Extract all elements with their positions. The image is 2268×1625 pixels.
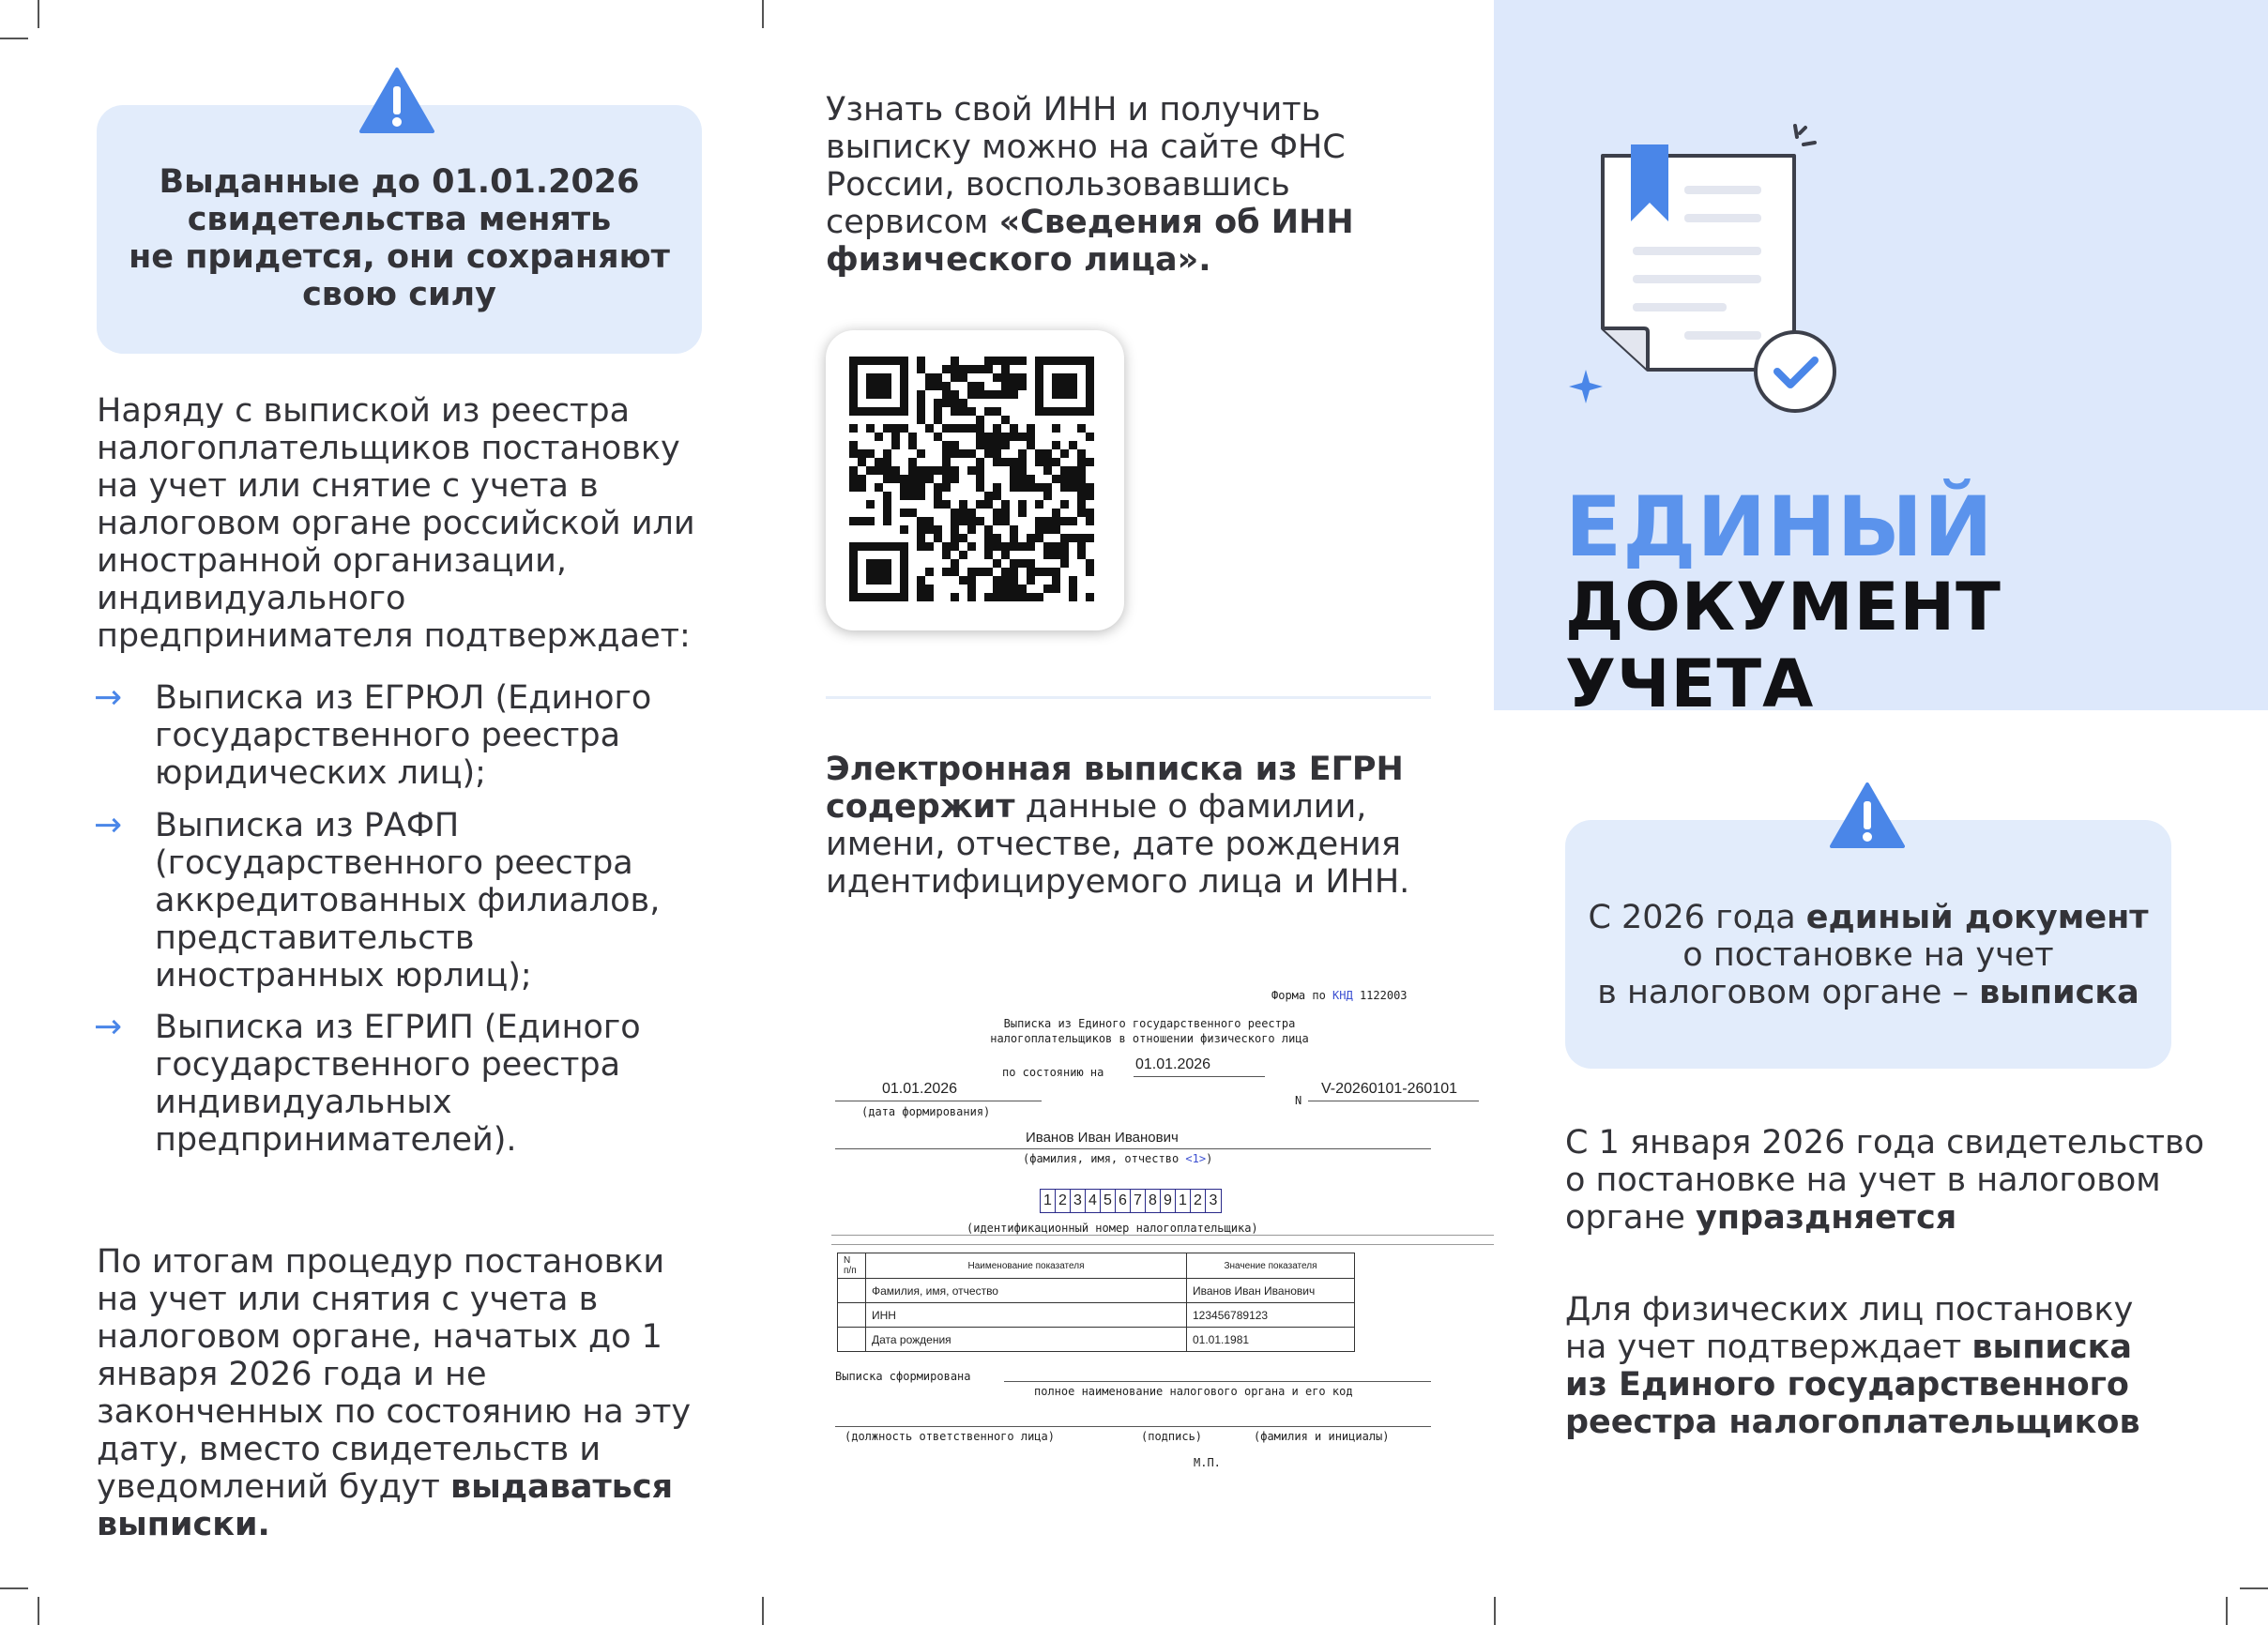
outro-end: .: [257, 1506, 270, 1543]
outro-bold: выдаваться выписки: [97, 1468, 674, 1543]
form-data-table: N п/п Наименование показателя Значение показателя Фамилия, имя, отчество Иванов Иван Иванович ИНН 123456789123 Дата рождения 01.01.1981: [837, 1253, 1355, 1352]
list-item: Выписка из ЕГРЮЛ (Единого государственного реестра юридических лиц);: [155, 679, 652, 792]
right-arrow-icon: →: [94, 806, 123, 844]
abolition-paragraph: С 1 января 2026 года свидетельство о постановке на учет в налоговом органе упраздняется: [1565, 1124, 2205, 1237]
inn-end: .: [1198, 241, 1211, 279]
list-item: Выписка из ЕГРИП (Единого государственного реестра индивидуальных предпринимателей).: [155, 1009, 641, 1159]
right-arrow-icon: →: [94, 678, 123, 717]
sparkle-icon: [1569, 370, 1603, 403]
form-title-1: Выписка из Единого государственного реестра: [1003, 1017, 1296, 1030]
crop-mark: [38, 1597, 39, 1625]
crop-mark: [1494, 1597, 1496, 1625]
form-fio: Иванов Иван Иванович: [1026, 1130, 1179, 1146]
form-as-of-date: 01.01.2026: [1135, 1056, 1211, 1072]
form-okud: Форма по КНД 1122003: [1271, 989, 1408, 1002]
form-stamp-place: М.П.: [1194, 1456, 1221, 1469]
form-sign-caption: (фамилия и инициалы): [1254, 1430, 1390, 1443]
crop-mark: [0, 1587, 28, 1589]
form-title-2: налогоплательщиков в отношении физического лица: [990, 1032, 1309, 1045]
crop-mark: [762, 1597, 764, 1625]
form-sign-caption: (подпись): [1141, 1430, 1203, 1443]
form-number: V-20260101-260101: [1321, 1081, 1458, 1097]
form-as-of-label: по состоянию на: [1002, 1066, 1104, 1079]
list-item: Выписка из РАФП (государственного реестра аккредитованных филиалов, представительств иностранных юрлиц);: [155, 807, 661, 995]
inn-service-name: «Сведения об ИНН физического лица»: [826, 204, 1354, 279]
crop-mark: [0, 38, 28, 39]
crop-mark: [38, 0, 39, 28]
right-arrow-icon: →: [94, 1008, 123, 1046]
form-fio-caption: (фамилия, имя, отчество <1>): [1023, 1152, 1213, 1165]
qr-code-card[interactable]: [826, 330, 1124, 630]
form-number-sign: N: [1295, 1094, 1302, 1107]
egrn-bold: Электронная выписка из ЕГРН содержит: [826, 751, 1404, 826]
outro-text: По итогам процедур постановки на учет или снятия с учета в налоговом органе, начатых до 1 января 2026 года и не законченных по состоянию на эту дату, вместо свидетельств и уведомлений будут: [97, 1243, 692, 1506]
individuals-paragraph: Для физических лиц постановку на учет подтверждает выписка из Единого государственного реестра налогоплательщиков: [1565, 1291, 2140, 1441]
form-sign-caption: (должность ответственного лица): [845, 1430, 1055, 1443]
crop-mark: [762, 0, 764, 28]
note-validity-text: Выданные до 01.01.2026 свидетельства менять не придется, они сохраняют свою силу: [129, 163, 670, 313]
page-title: ДОКУМЕНТ УЧЕТА: [1565, 569, 2002, 722]
warning-triangle-icon: [1830, 782, 1905, 848]
form-inn-cells: 1 2 3 4 5 6 7 8 9 1 2 3: [1040, 1189, 1222, 1213]
form-date: 01.01.2026: [882, 1081, 958, 1097]
egrn-paragraph: [826, 751, 1426, 901]
document-check-icon: [1558, 120, 1839, 420]
crop-mark: [2226, 1597, 2228, 1625]
inn-text: Узнать свой ИНН и получить выписку можно на сайте ФНС России, воспользовавшись сервисом: [826, 91, 1346, 241]
form-date-caption: (дата формирования): [861, 1105, 991, 1118]
qr-code[interactable]: [826, 330, 1124, 630]
divider: [826, 696, 1431, 699]
inn-service-paragraph: [826, 91, 1426, 279]
title-accent: ЕДИНЫЙ: [1565, 478, 1994, 575]
warning-triangle-icon: [359, 68, 434, 133]
note-single-document-text: С 2026 года единый документ о постановке на учет в налоговом органе – выписка: [1588, 899, 2149, 1011]
form-formed-by: Выписка сформирована: [835, 1370, 971, 1383]
crop-mark: [2240, 1587, 2268, 1589]
egrn-text: данные о фамилии, имени, отчестве, дате рождения идентифицируемого лица и ИНН.: [826, 788, 1410, 901]
outro-paragraph: [97, 1243, 697, 1543]
form-formed-by-caption: полное наименование налогового органа и его код: [1034, 1385, 1353, 1398]
intro-paragraph: Наряду с выпиской из реестра налогоплательщиков постановку на учет или снятие с учета в налоговом органе российской или иностранной организации, индивидуального предпринимателя подтверждает:: [97, 392, 695, 655]
form-inn-caption: (идентификационный номер налогоплательщика): [967, 1222, 1258, 1235]
sample-extract-form: [826, 985, 1494, 1473]
